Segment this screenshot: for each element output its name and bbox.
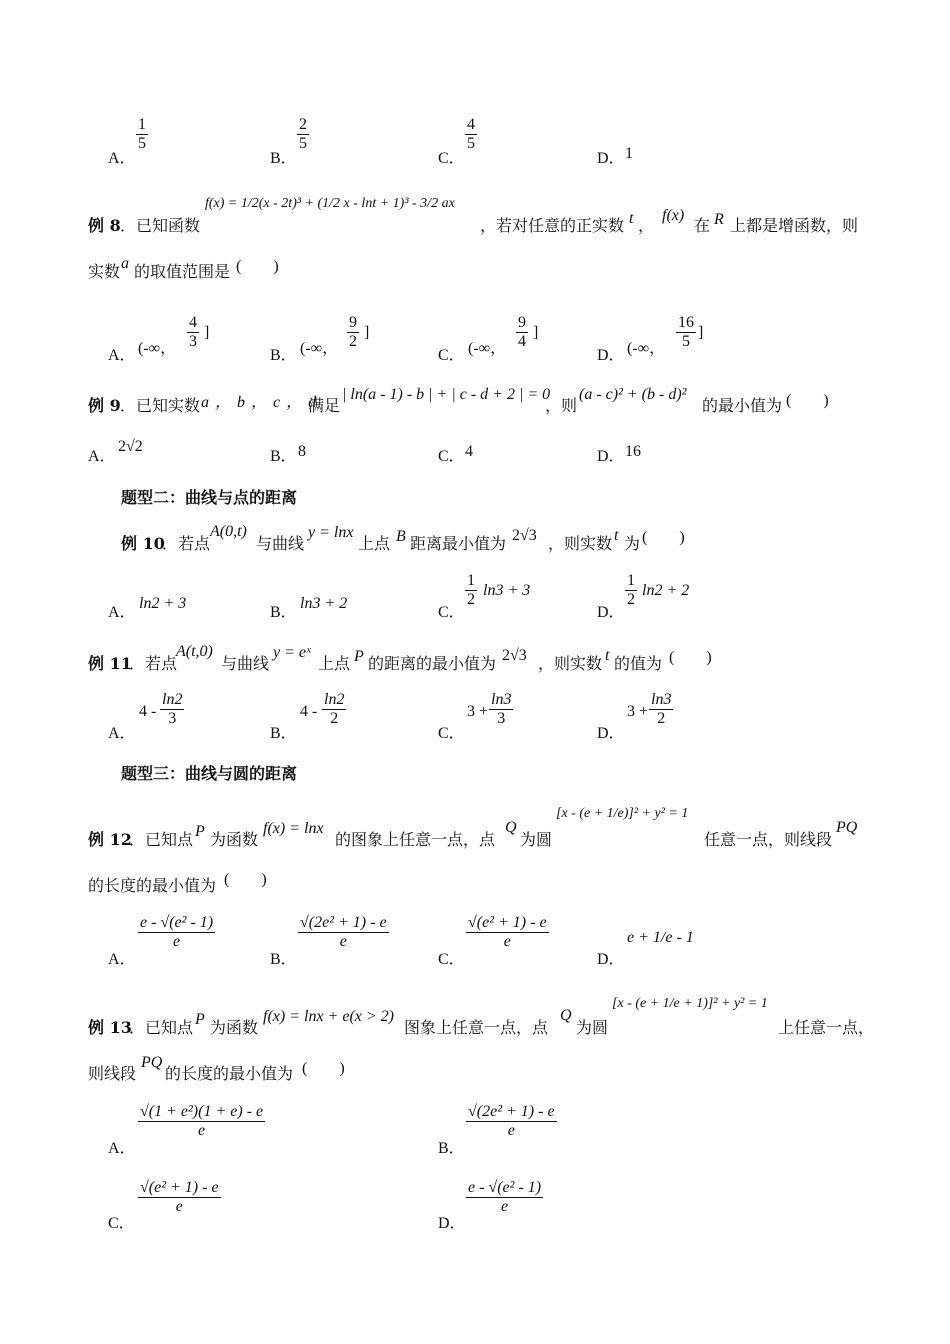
option-label: A． (108, 951, 136, 968)
option-b-fraction: $\frac{\text{√(2e² + 1) - e}}{e}$ (468, 1103, 555, 1139)
option-a-fraction: $\frac{1}{5}$ (138, 116, 146, 152)
variable: t (605, 647, 610, 664)
option-d-prefix: (-∞， (627, 340, 666, 357)
option-label: D． (597, 604, 625, 621)
circle-equation: [x - (e + 1/e + 1)]² + y² = 1 (612, 996, 768, 1011)
function: f(x) = lnx (263, 820, 324, 837)
option-label: A． (108, 347, 136, 364)
distance: 2√3 (512, 527, 537, 544)
option-label: B． (270, 448, 297, 465)
option-b-value: 8 (298, 443, 306, 460)
option-d-value: 16 (625, 443, 641, 460)
option-d-fraction: $\frac{1}{2}$ (627, 572, 635, 608)
variable: P (195, 1011, 205, 1028)
option-c-suffix: ln3 + 3 (483, 582, 531, 599)
option-d-prefix: 3 + (627, 703, 649, 720)
circle-equation: [x - (e + 1/e)]² + y² = 1 (556, 806, 689, 821)
option-b-suffix: ] (364, 324, 370, 341)
option-c-fraction: $\frac{\text{√(e² + 1) - e}}{e}$ (140, 1179, 219, 1215)
option-d-value: e + 1/e - 1 (627, 929, 694, 946)
example-tag: 例 12 (88, 830, 132, 849)
option-d-fraction: $\frac{\ln 3}{2}$ (651, 691, 672, 727)
text: 为函数 (210, 830, 259, 849)
option-label: A． (108, 725, 136, 742)
option-a-prefix: (-∞， (138, 340, 177, 357)
option-label: B． (270, 725, 297, 742)
variable: P (354, 648, 364, 665)
option-label: D． (597, 951, 625, 968)
text: 的最小值为 (702, 396, 783, 415)
text: ．若点 (162, 534, 211, 553)
option-c-prefix: 3 + (467, 703, 489, 720)
expression: (a - c)² + (b - d)² (579, 386, 687, 403)
option-b-fraction: $\frac{2}{5}$ (299, 116, 307, 152)
answer-paren: ( ) (669, 649, 712, 666)
variable: B (396, 528, 406, 545)
condition: | ln(a - 1) - b | + | c - d + 2 | = 0 (342, 386, 551, 403)
example-tag: 例 9 (88, 396, 121, 415)
option-label: A． (108, 604, 136, 621)
option-c-fraction: $\frac{9}{4}$ (518, 314, 526, 350)
answer-paren: ( ) (786, 392, 829, 409)
text: 的取值范围是 (134, 262, 231, 281)
variables: a ， b ， c ， d (201, 394, 317, 411)
option-d-value: 1 (625, 145, 633, 162)
option-a-fraction: $\frac{\text{√(1 + e²)(1 + e) - e}}{e}$ (140, 1103, 264, 1139)
option-a-value: 2√2 (118, 438, 143, 455)
answer-paren: ( ) (224, 871, 267, 888)
text: 的值为 (614, 654, 663, 673)
option-c-fraction: $\frac{4}{5}$ (467, 116, 475, 152)
section-heading: 题型二：曲线与点的距离 (121, 488, 298, 507)
text: ．已知点 (129, 1018, 194, 1037)
answer-paren: ( ) (302, 1060, 345, 1077)
option-d-fraction: $\frac{16}{5}$ (678, 314, 694, 350)
text: ，则实数 (548, 534, 613, 553)
segment: PQ (836, 819, 858, 836)
section-heading: 题型三：曲线与圆的距离 (121, 764, 298, 783)
text: 上点 (358, 534, 391, 553)
text: ．已知实数 (120, 396, 201, 415)
option-a-value: ln2 + 3 (139, 595, 187, 612)
option-label: B． (438, 1140, 465, 1157)
option-c-prefix: (-∞， (468, 340, 507, 357)
example-tag: 例 8 (88, 216, 121, 235)
variable: Q (560, 1007, 572, 1024)
option-c-value: 4 (465, 443, 473, 460)
text: ，若对任意的正实数 (480, 216, 625, 235)
example-tag: 例 13 (88, 1018, 132, 1037)
option-c-fraction: $\frac{\text{√(e² + 1) - e}}{e}$ (468, 914, 547, 950)
answer-paren: ( ) (642, 529, 685, 546)
distance: 2√3 (502, 647, 527, 664)
segment: PQ (141, 1054, 163, 1071)
text: 距离最小值为 (410, 534, 507, 553)
option-label: D． (597, 347, 625, 364)
option-label: C． (438, 448, 465, 465)
option-label: D． (438, 1215, 466, 1232)
variable: t (629, 210, 634, 227)
text: ．已知函数 (120, 216, 201, 235)
option-label: C． (438, 725, 465, 742)
point: A(t,0) (176, 643, 213, 660)
text: 为圆 (576, 1018, 609, 1037)
text: 为圆 (520, 830, 553, 849)
text: ， (638, 216, 655, 235)
text: 图象上任意一点，点 (404, 1018, 549, 1037)
function-name: f(x) (662, 207, 685, 224)
text: ．若点 (129, 654, 178, 673)
text: 为 (624, 534, 641, 553)
option-label: D． (597, 725, 625, 742)
option-c-fraction: $\frac{1}{2}$ (467, 572, 475, 608)
option-label: B． (270, 150, 297, 167)
option-label: B． (270, 951, 297, 968)
text: 在 (694, 216, 711, 235)
option-d-suffix: ln2 + 2 (642, 582, 690, 599)
text: 则线段 (88, 1064, 137, 1083)
text: 上任意一点， (778, 1018, 875, 1037)
option-label: A． (88, 448, 116, 465)
text: 与曲线 (256, 534, 305, 553)
formula: f(x) = 1/2(x - 2t)³ + (1/2 x - lnt + 1)³ - 3/2 ax (205, 196, 455, 211)
option-label: A． (108, 150, 136, 167)
curve: y = lnx (308, 524, 354, 541)
text: 上点 (318, 654, 351, 673)
option-label: B． (270, 604, 297, 621)
text: 的距离的最小值为 (368, 654, 497, 673)
option-b-prefix: (-∞， (300, 340, 339, 357)
answer-paren: ( ) (236, 258, 279, 275)
option-a-fraction: $\frac{\ln 2}{3}$ (162, 691, 183, 727)
text: 与曲线 (221, 654, 270, 673)
option-b-fraction: $\frac{\ln 2}{2}$ (324, 691, 345, 727)
option-label: D． (597, 150, 625, 167)
option-b-fraction: $\frac{\text{√(2e² + 1) - e}}{e}$ (300, 914, 387, 950)
text: 的长度的最小值为 (88, 876, 217, 895)
text: 满足 (308, 396, 341, 415)
variable: P (195, 823, 205, 840)
option-a-fraction: $\frac{4}{3}$ (189, 314, 197, 350)
option-a-suffix: ] (204, 324, 210, 341)
option-label: A． (108, 1140, 136, 1157)
curve: y = eˣ (273, 644, 311, 661)
text: 为函数 (210, 1018, 259, 1037)
option-d-fraction: $\frac{\text{e - √(e² - 1)}}{e}$ (468, 1179, 542, 1215)
text: 上都是增函数，则 (730, 216, 859, 235)
option-label: D． (597, 448, 625, 465)
example-tag: 例 11 (88, 654, 132, 673)
option-a-fraction: $\frac{\text{e - √(e² - 1)}}{e}$ (140, 914, 214, 950)
option-label: C． (108, 1215, 135, 1232)
text: 任意一点，则线段 (704, 830, 833, 849)
option-b-fraction: $\frac{9}{2}$ (349, 314, 357, 350)
function: f(x) = lnx + e(x > 2) (263, 1008, 394, 1025)
option-label: C． (438, 604, 465, 621)
option-c-fraction: $\frac{\ln 3}{3}$ (491, 691, 512, 727)
variable: a (121, 255, 129, 272)
variable: Q (505, 819, 517, 836)
text: ，则实数 (538, 654, 603, 673)
text: ，则 (545, 396, 578, 415)
option-label: C． (438, 150, 465, 167)
option-b-value: ln3 + 2 (300, 595, 348, 612)
option-label: C． (438, 951, 465, 968)
text: 的图象上任意一点，点 (335, 830, 496, 849)
text: ．已知点 (129, 830, 194, 849)
option-label: C． (438, 347, 465, 364)
example-tag: 例 10 (121, 534, 165, 553)
variable: t (614, 527, 619, 544)
option-a-prefix: 4 - (139, 703, 157, 720)
point: A(0,t) (210, 523, 247, 540)
variable: R (714, 211, 724, 228)
option-label: B． (270, 347, 297, 364)
text: 实数 (88, 262, 121, 281)
option-d-suffix: ] (698, 324, 704, 341)
option-b-prefix: 4 - (300, 703, 318, 720)
text: 的长度的最小值为 (165, 1064, 294, 1083)
option-c-suffix: ] (533, 324, 539, 341)
